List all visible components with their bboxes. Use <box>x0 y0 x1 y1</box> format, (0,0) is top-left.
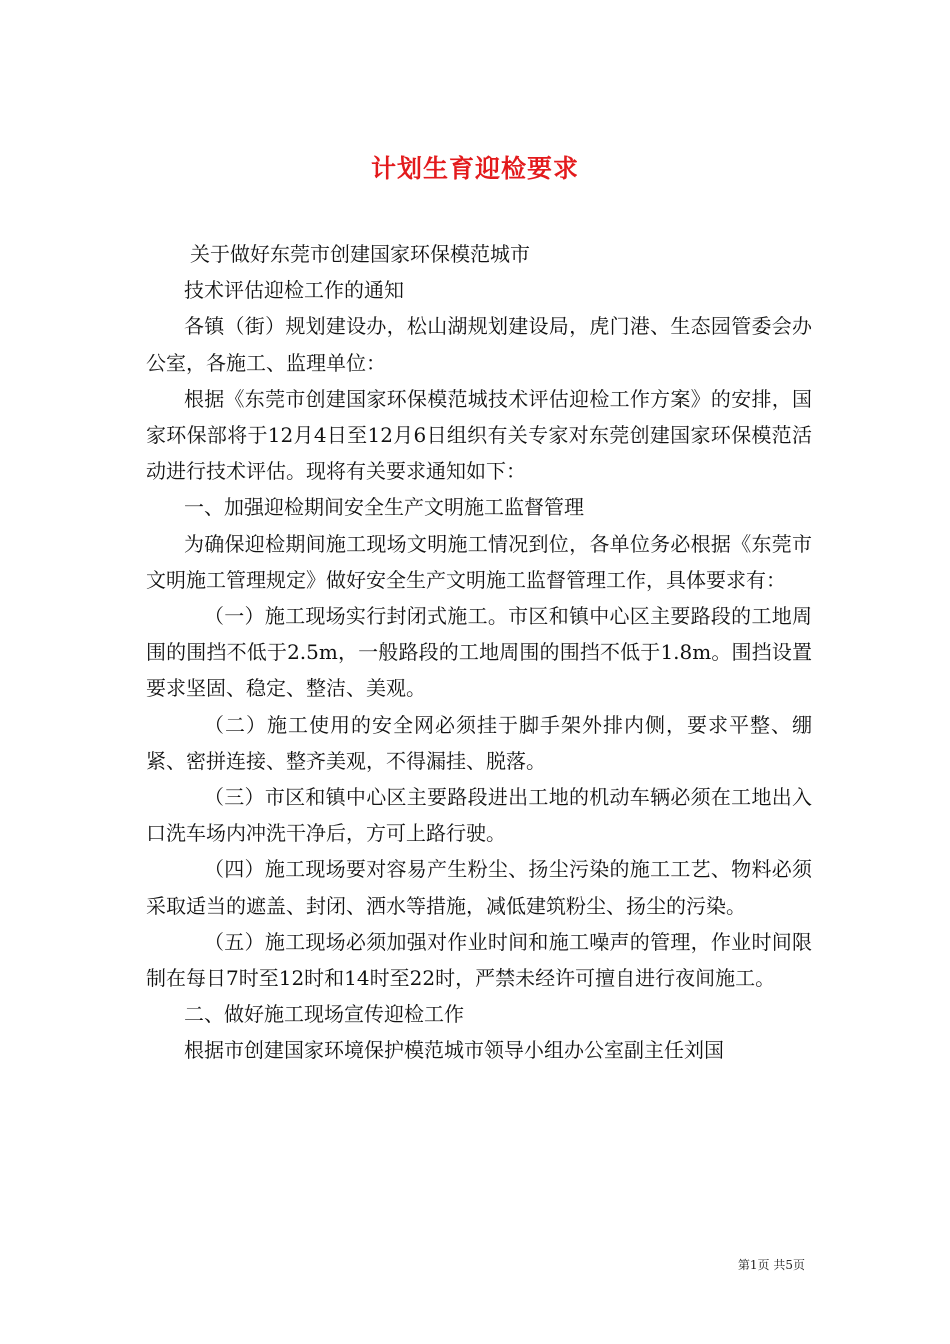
requirement-4: （四）施工现场要对容易产生粉尘、扬尘污染的施工工艺、物料必须采取适当的遮盖、封闭、洒水等措施，减低建筑粉尘、扬尘的污染。 <box>146 857 812 918</box>
intro-paragraph: 根据《东莞市创建国家环保模范城技术评估迎检工作方案》的安排，国家环保部将于12月4日至12月6日组织有关专家对东莞创建国家环保模范活动进行技术评估。现将有关要求通知如下： <box>146 386 812 484</box>
document-title: 计划生育迎检要求 <box>370 153 579 183</box>
notice-title-line-1: 关于做好东莞市创建国家环保模范城市 <box>190 242 530 266</box>
notice-title-line-2: 技术评估迎检工作的通知 <box>184 278 404 303</box>
requirement-1: （一）施工现场实行封闭式施工。市区和镇中心区主要路段的工地周围的围挡不低于2.5m，一般路段的工地周围的围挡不低于1.8m。围挡设置要求坚固、稳定、整洁、美观。 <box>146 604 812 701</box>
document-body <box>146 236 812 1069</box>
section-1-intro: 为确保迎检期间施工现场文明施工情况到位，各单位务必根据《东莞市文明施工管理规定》做好安全生产文明施工监督管理工作，具体要求有： <box>146 531 812 592</box>
page-number-footer: 第1页 共5页 <box>737 1258 805 1272</box>
requirement-3: （三）市区和镇中心区主要路段进出工地的机动车辆必须在工地出入口洗车场内冲洗干净后，方可上路行驶。 <box>146 785 812 846</box>
requirement-5: （五）施工现场必须加强对作业时间和施工噪声的管理，作业时间限制在每日7时至12时和14时至22时，严禁未经许可擅自进行夜间施工。 <box>146 929 812 991</box>
section-2-heading: 二、做好施工现场宣传迎检工作 <box>184 1002 464 1027</box>
addressee-paragraph: 各镇（街）规划建设办，松山湖规划建设局，虎门港、生态园管委会办公室，各施工、监理单位： <box>146 314 812 375</box>
section-2-intro: 根据市创建国家环境保护模范城市领导小组办公室副主任刘国 <box>184 1038 724 1063</box>
section-1-heading: 一、加强迎检期间安全生产文明施工监督管理 <box>184 495 584 520</box>
requirement-2: （二）施工使用的安全网必须挂于脚手架外排内侧，要求平整、绷紧、密拼连接、整齐美观，不得漏挂、脱落。 <box>146 712 812 773</box>
